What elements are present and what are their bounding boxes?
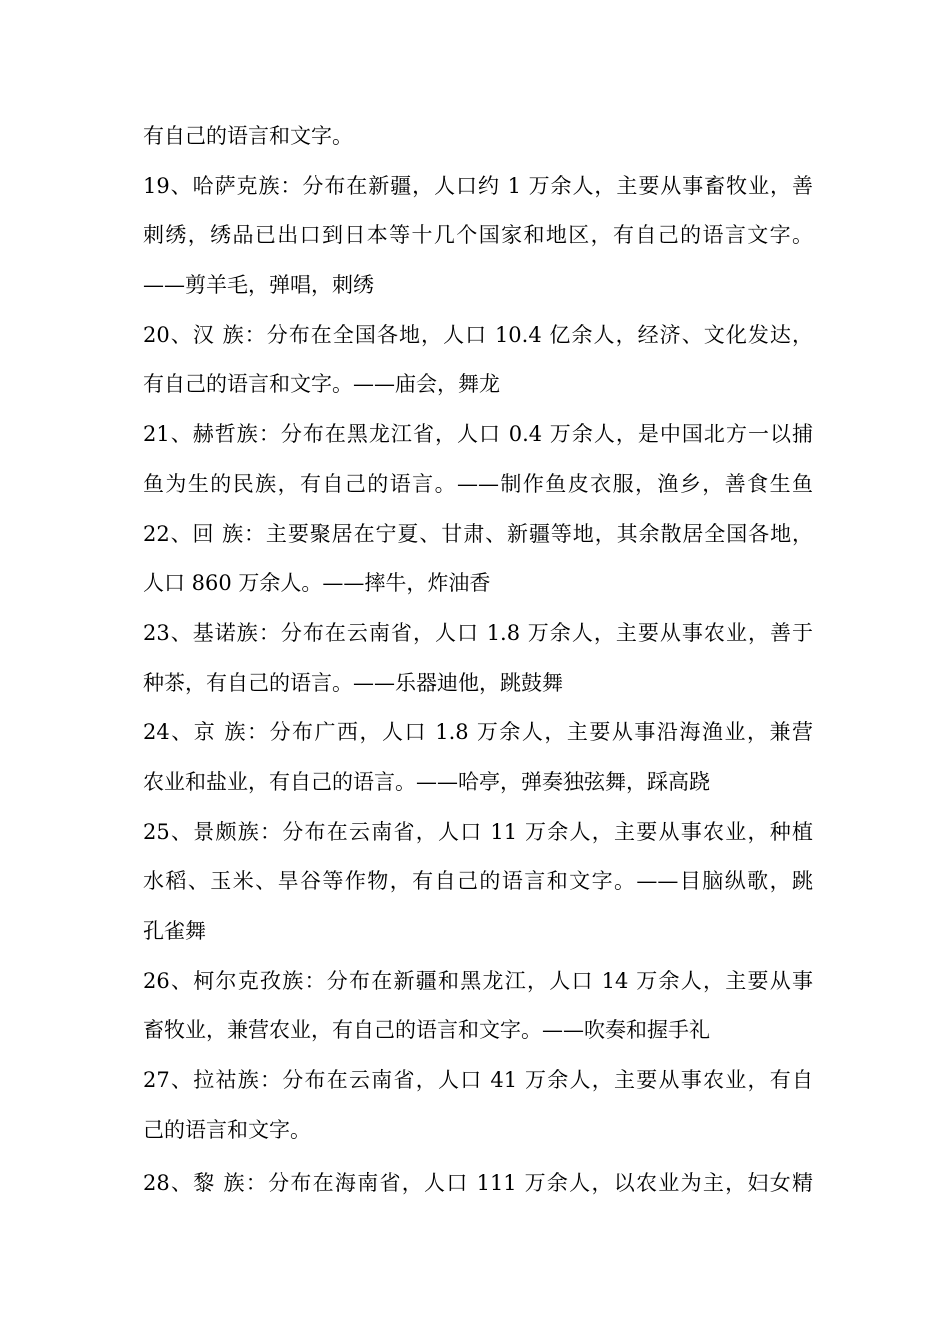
text-line: 水稻、玉米、旱谷等作物，有自己的语言和文字。——目脑纵歌，跳 [143, 869, 813, 894]
text-line: 19、哈萨克族：分布在新疆，人口约 1 万余人，主要从事畜牧业，善 [143, 173, 813, 198]
text-line: 20、汉 族：分布在全国各地，人口 10.4 亿余人，经济、文化发达， [143, 322, 813, 347]
text-line: 22、回 族：主要聚居在宁夏、甘肃、新疆等地，其余散居全国各地， [143, 521, 813, 546]
text-line: ——剪羊毛，弹唱，刺绣 [143, 273, 374, 298]
text-line: 有自己的语言和文字。 [143, 124, 353, 148]
text-line: 鱼为生的民族，有自己的语言。——制作鱼皮衣服，渔乡，善食生鱼 [143, 471, 813, 496]
text-line: 21、赫哲族：分布在黑龙江省，人口 0.4 万余人，是中国北方一以捕 [143, 422, 813, 447]
text-line: 畜牧业，兼营农业，有自己的语言和文字。——吹奏和握手礼 [143, 1018, 710, 1043]
document-body [143, 112, 813, 1209]
text-line: 23、基诺族：分布在云南省，人口 1.8 万余人，主要从事农业，善于 [143, 620, 813, 645]
text-line: 27、拉祜族：分布在云南省，人口 41 万余人，主要从事农业，有自 [143, 1068, 813, 1093]
text-line: 刺绣，绣品已出口到日本等十几个国家和地区，有自己的语言文字。 [143, 223, 813, 248]
text-line: 己的语言和文字。 [143, 1117, 311, 1142]
text-line: 人口 860 万余人。——摔牛，炸油香 [143, 571, 491, 596]
text-line: 28、黎 族：分布在海南省，人口 111 万余人，以农业为主，妇女精 [143, 1171, 813, 1196]
text-line: 25、景颇族：分布在云南省，人口 11 万余人，主要从事农业，种植 [143, 819, 813, 844]
text-line: 农业和盐业，有自己的语言。——哈亭，弹奏独弦舞，踩高跷 [143, 769, 710, 794]
text-line: 有自己的语言和文字。——庙会，舞龙 [143, 372, 500, 397]
text-line: 24、京 族：分布广西，人口 1.8 万余人，主要从事沿海渔业，兼营 [143, 720, 813, 745]
text-line: 孔雀舞 [143, 919, 206, 943]
text-line: 26、柯尔克孜族：分布在新疆和黑龙江，人口 14 万余人，主要从事 [143, 968, 813, 993]
text-line: 种茶，有自己的语言。——乐器迪他，跳鼓舞 [143, 670, 563, 695]
